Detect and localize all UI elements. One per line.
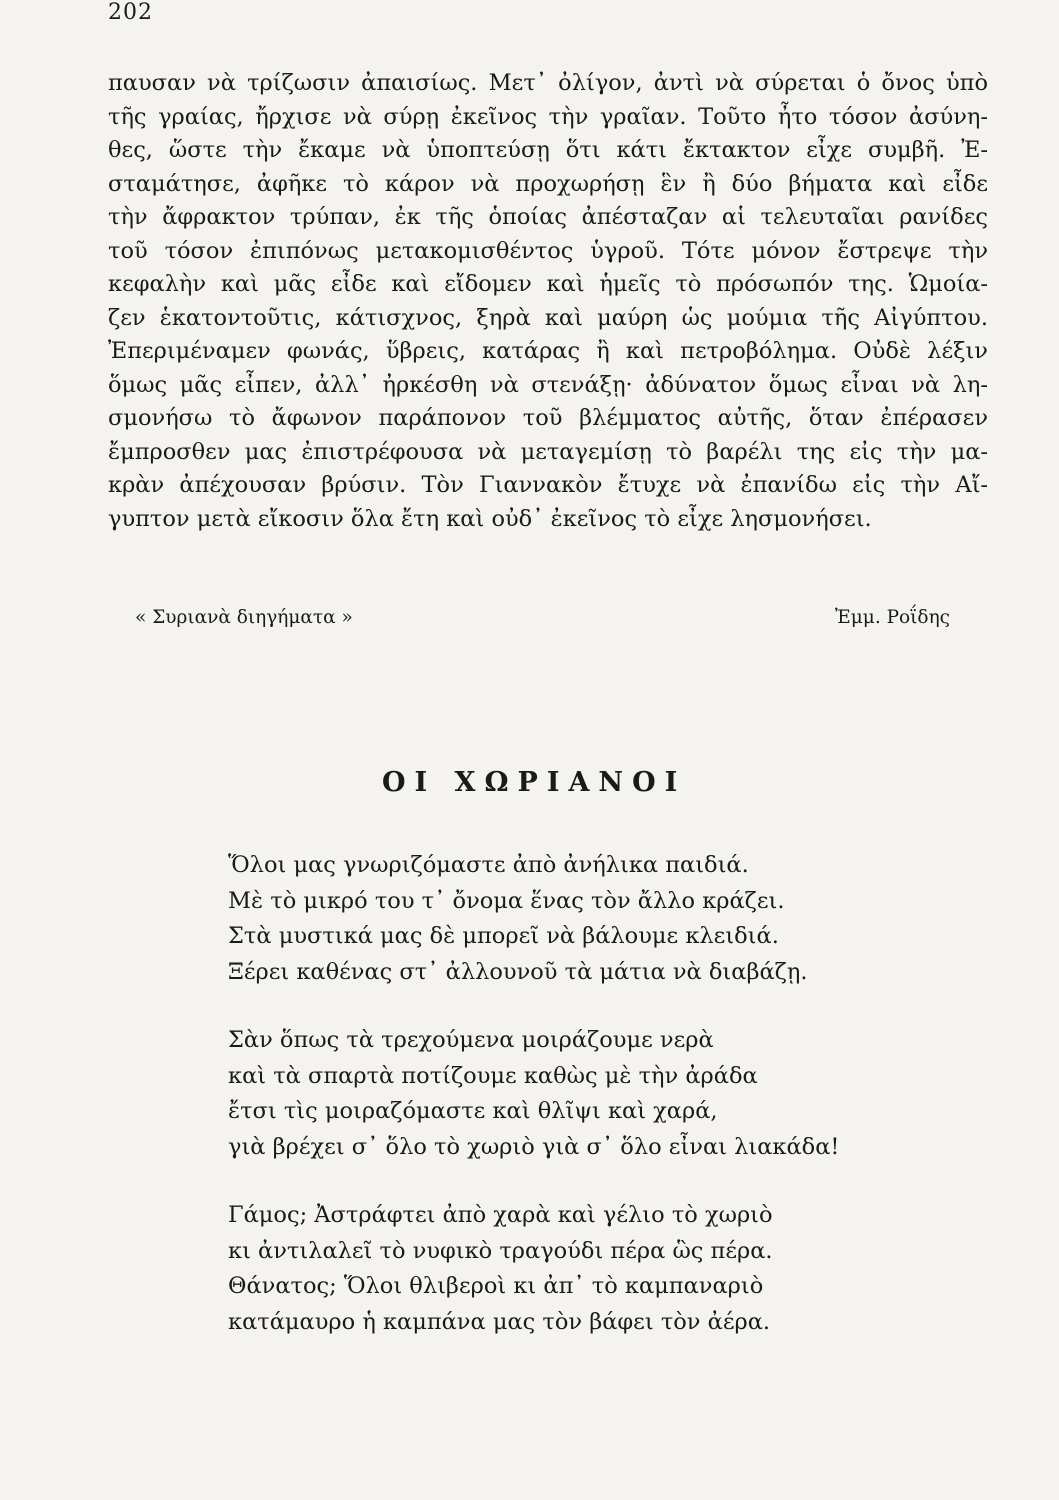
poem-stanza-2 bbox=[228, 1023, 988, 1165]
prose-line: τὴν ἄφρακτον τρύπαν, ἐκ τῆς ὁποίας ἀπέσταζαν αἱ τελευταῖαι ρανίδες bbox=[108, 204, 988, 230]
poem-verse: Ὅλοι μας γνωριζόμαστε ἀπὸ ἀνήλικα παιδιά. bbox=[228, 852, 749, 878]
prose-line: ὅμως μᾶς εἶπεν, ἀλλ᾽ ἠρκέσθη νὰ στενάξῃ· ἀδύνατον ὅμως εἶναι νὰ λη- bbox=[108, 371, 988, 398]
attribution-author: Ἐμμ. Ροΐδης bbox=[835, 607, 951, 628]
poem-verse: καὶ τὰ σπαρτὰ ποτίζουμε καθὼς μὲ τὴν ἀράδα bbox=[228, 1062, 758, 1089]
prose-line: παυσαν νὰ τρίζωσιν ἀπαισίως. Μετ᾽ ὀλίγον, ἀντὶ νὰ σύρεται ὁ ὄνος ὑπὸ bbox=[108, 70, 988, 96]
poem-stanza-1 bbox=[228, 848, 988, 990]
poem-verse: Θάνατος; Ὅλοι θλιβεροὶ κι ἀπ᾽ τὸ καμπαναριὸ bbox=[228, 1273, 764, 1299]
poem-verse: Στὰ μυστικά μας δὲ μπορεῖ νὰ βάλουμε κλειδιά. bbox=[228, 923, 779, 949]
prose-line: ζεν ἑκατοντοῦτις, κάτισχνος, ξηρὰ καὶ μαύρη ὡς μούμια τῆς Αἰγύπτου. bbox=[108, 304, 988, 331]
poem-body bbox=[228, 848, 988, 1373]
attribution-source: « Συριανὰ διηγήματα » bbox=[135, 607, 353, 628]
prose-line: σταμάτησε, ἀφῆκε τὸ κάρον νὰ προχωρήσῃ ἓν ἢ δύο βήματα καὶ εἶδε bbox=[108, 170, 988, 197]
prose-line: ἔμπροσθεν μας ἐπιστρέφουσα νὰ μεταγεμίσῃ τὸ βαρέλι της εἰς τὴν μα- bbox=[108, 438, 988, 465]
prose-line: σμονήσω τὸ ἄφωνον παράπονον τοῦ βλέμματος αὐτῆς, ὅταν ἐπέρασεν bbox=[108, 405, 988, 431]
poem-verse: Σὰν ὅπως τὰ τρεχούμενα μοιράζουμε νερὰ bbox=[228, 1027, 714, 1053]
poem-verse: Ξέρει καθένας στ᾽ ἀλλουνοῦ τὰ μάτια νὰ διαβάζῃ. bbox=[228, 958, 808, 985]
prose-line: θες, ὥστε τὴν ἔκαμε νὰ ὑποπτεύσῃ ὅτι κάτι ἔκτακτον εἶχε συμβῆ. Ἐ- bbox=[108, 137, 988, 163]
prose-line: τοῦ τόσον ἐπιπόνως μετακομισθέντος ὑγροῦ. Τότε μόνον ἔστρεψε τὴν bbox=[108, 237, 988, 264]
poem-verse: Γάμος; Ἀστράφτει ἀπὸ χαρὰ καὶ γέλιο τὸ χωριὸ bbox=[228, 1202, 773, 1228]
page-number: 202 bbox=[108, 0, 153, 25]
prose-line: Ἐπεριμέναμεν φωνάς, ὕβρεις, κατάρας ἢ καὶ πετροβόλημα. Οὐδὲ λέξιν bbox=[108, 338, 988, 364]
poem-verse: κατάμαυρο ἡ καμπάνα μας τὸν βάφει τὸν ἀέρα. bbox=[228, 1308, 771, 1335]
prose-line: κεφαλὴν καὶ μᾶς εἶδε καὶ εἴδομεν καὶ ἡμεῖς τὸ πρόσωπόν της. Ὡμοία- bbox=[108, 271, 988, 297]
prose-line: γυπτον μετὰ εἴκοσιν ὅλα ἔτη καὶ οὐδ᾽ ἐκεῖνος τὸ εἶχε λησμονήσει. bbox=[108, 505, 872, 532]
poem-title: ΟΙ ΧΩΡΙΑΝΟΙ bbox=[382, 767, 687, 798]
poem-verse: Μὲ τὸ μικρό του τ᾽ ὄνομα ἕνας τὸν ἄλλο κράζει. bbox=[228, 887, 785, 914]
poem-stanza-3 bbox=[228, 1198, 988, 1340]
prose-paragraph bbox=[108, 67, 988, 536]
poem-verse: γιὰ βρέχει σ᾽ ὅλο τὸ χωριὸ γιὰ σ᾽ ὅλο εἶναι λιακάδα! bbox=[228, 1133, 840, 1160]
poem-verse: ἔτσι τὶς μοιραζόμαστε καὶ θλῖψι καὶ χαρά, bbox=[228, 1098, 718, 1124]
prose-line: τῆς γραίας, ἤρχισε νὰ σύρῃ ἐκεῖνος τὴν γραῖαν. Τοῦτο ἦτο τόσον ἀσύνη- bbox=[108, 103, 988, 130]
attribution bbox=[0, 607, 1059, 637]
poem-verse: κι ἀντιλαλεῖ τὸ νυφικὸ τραγούδι πέρα ὣς πέρα. bbox=[228, 1237, 773, 1264]
prose-line: κρὰν ἀπέχουσαν βρύσιν. Τὸν Γιαννακὸν ἔτυχε νὰ ἐπανίδω εἰς τὴν Αἴ- bbox=[108, 472, 988, 498]
